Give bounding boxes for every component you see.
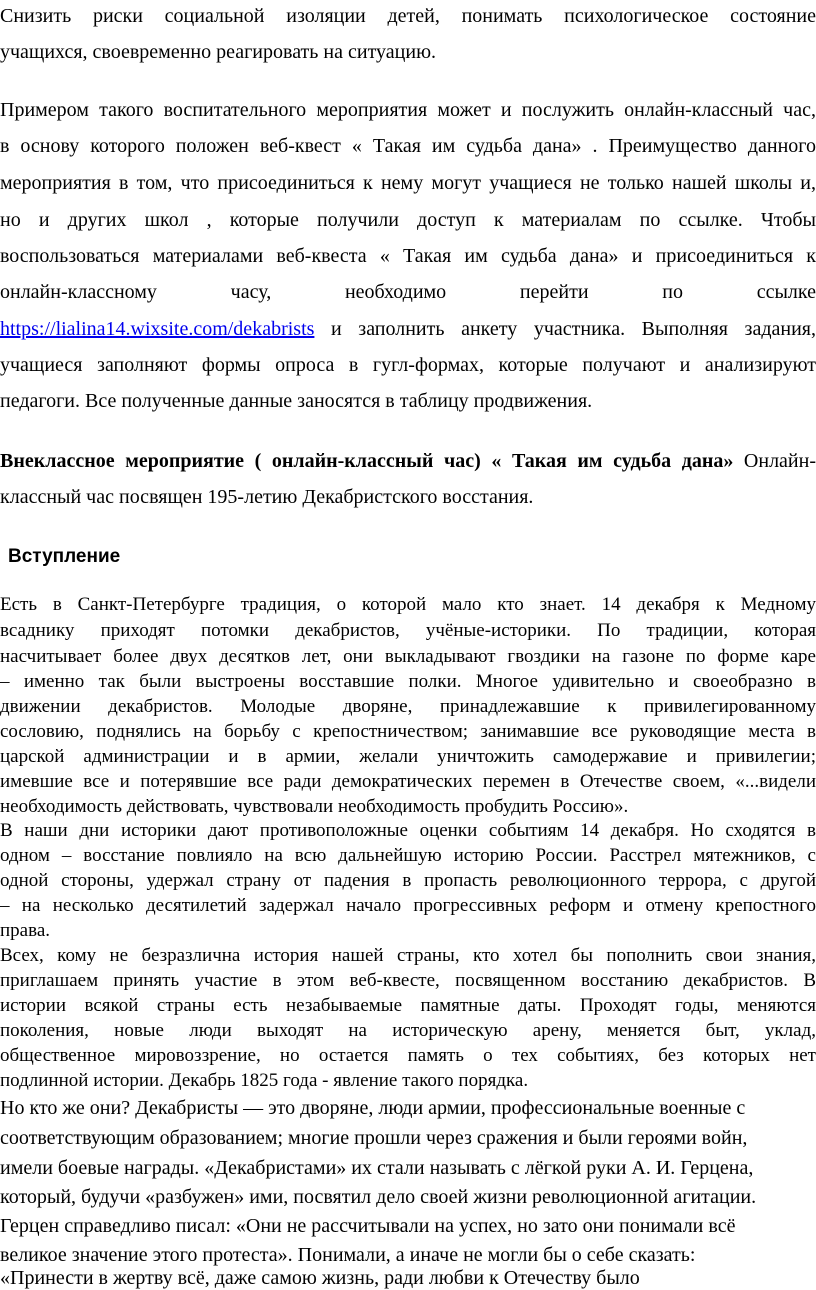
- paragraph-line: который, будучи «разбужен» ими, посвятил дело своей жизни революционной агитации.: [0, 1186, 757, 1208]
- paragraph-line: учащихся, своевременно реагировать на ситуацию.: [0, 41, 437, 63]
- paragraph-line: великое значение этого протеста». Понимали, а иначе не могли бы о себе сказать:: [0, 1244, 696, 1266]
- paragraph-line: движении декабристов. Молодые дворяне, принадлежавшие к привилегированному: [0, 696, 816, 717]
- paragraph-line: необходимость действовать, чувствовали необходимость пробудить Россию».: [0, 796, 629, 817]
- paragraph-line: в основу которого положен веб-квест « Такая им судьба дана» . Преимущество данного: [0, 135, 816, 157]
- paragraph-line: имели боевые награды. «Декабристами» их стали называть с лёгкой руки А. И. Герцена,: [0, 1157, 754, 1179]
- paragraph-line: подлинной истории. Декабрь 1825 года - явление такого порядка.: [0, 1070, 529, 1091]
- paragraph-line: В наши дни историки дают противоположные оценки событиям 14 декабря. Но сходятся в: [0, 820, 816, 841]
- paragraph-line: учащиеся заполняют формы опроса в гугл-формах, которые получают и анализируют: [0, 354, 816, 376]
- paragraph-line: педагоги. Все полученные данные заносятся в таблицу продвижения.: [0, 390, 593, 412]
- paragraph-line: воспользоваться материалами веб-квеста « Такая им судьба дана» и присоединиться к: [0, 245, 816, 267]
- event-title: Внеклассное мероприятие ( онлайн-классный час) « Такая им судьба дана»: [0, 450, 734, 472]
- link-trailing-text: и заполнить анкету участника. Выполняя задания,: [314, 318, 816, 340]
- paragraph-line: сословию, поднялись на борьбу с крепостничеством; занимавшие все руководящие места в: [0, 721, 816, 742]
- paragraph-line: классный час посвящен 195-летию Декабристского восстания.: [0, 486, 534, 508]
- paragraph-line: Всех, кому не безразлична история нашей страны, кто хотел бы пополнить свои знания,: [0, 945, 816, 966]
- paragraph-line: насчитывает более двух десятков лет, они выкладывают гвоздики на газоне по форме каре: [0, 646, 816, 667]
- paragraph-line: – на несколько десятилетий задержал начало прогрессивных реформ и отмену крепостного: [0, 895, 816, 916]
- paragraph-line: всаднику приходят потомки декабристов, учёные-историки. По традиции, которая: [0, 620, 816, 641]
- link-line: [0, 317, 816, 341]
- paragraph-line: имевшие все и потерявшие все ради демократических перемен в Отечестве своем, «...видели: [0, 771, 816, 792]
- paragraph-line: соответствующим образованием; многие прошли через сражения и были героями войн,: [0, 1127, 748, 1149]
- paragraph-line: общественное мировоззрение, но остается память о тех событиях, без которых нет: [0, 1045, 816, 1066]
- paragraph-line: мероприятия в том, что присоединиться к нему могут учащиеся не только нашей школы и,: [0, 172, 816, 194]
- paragraph-line: Но кто же они? Декабристы — это дворяне, люди армии, профессиональные военные с: [0, 1097, 746, 1119]
- paragraph-line: Герцен справедливо писал: «Они не рассчитывали на успех, но зато они понимали всё: [0, 1215, 736, 1237]
- paragraph-line: онлайн-классному часу, необходимо перейти по ссылке: [0, 281, 816, 303]
- quest-link[interactable]: https://lialina14.wixsite.com/dekabrists: [0, 318, 315, 340]
- paragraph-line: – именно так были выстроены восставшие полки. Многое удивительно и своеобразно в: [0, 671, 816, 692]
- paragraph-line: царской администрации и в армии, желали уничтожить самодержавие и привилегии;: [0, 746, 816, 767]
- paragraph-line: Примером такого воспитательного мероприятия может и послужить онлайн-классный час,: [0, 99, 816, 121]
- paragraph-line: одном – восстание повлияло на всю дальнейшую историю России. Расстрел мятежников, с: [0, 845, 816, 866]
- paragraph-line: истории всякой страны есть незабываемые памятные даты. Проходят годы, меняются: [0, 995, 816, 1016]
- paragraph-line: поколения, новые люди выходят на историческую арену, меняется быт, уклад,: [0, 1020, 816, 1041]
- paragraph-line: «Принести в жертву всё, даже самою жизнь, ради любви к Отечеству было: [0, 1267, 640, 1289]
- event-trailing-text: Онлайн-: [733, 450, 816, 472]
- paragraph-line: права.: [0, 920, 51, 941]
- paragraph-line: одной стороны, удержал страну от падения в пропасть революционного террора, с другой: [0, 870, 816, 891]
- paragraph-line: но и других школ , которые получили доступ к материалам по ссылке. Чтобы: [0, 209, 816, 231]
- paragraph-line: Снизить риски социальной изоляции детей, понимать психологическое состояние: [0, 5, 816, 27]
- section-heading: Вступление: [8, 546, 121, 567]
- paragraph-line: приглашаем принять участие в этом веб-квесте, посвященном восстанию декабристов. В: [0, 970, 816, 991]
- paragraph-line: Есть в Санкт-Петербурге традиция, о которой мало кто знает. 14 декабря к Медному: [0, 594, 816, 615]
- event-line: [0, 449, 816, 473]
